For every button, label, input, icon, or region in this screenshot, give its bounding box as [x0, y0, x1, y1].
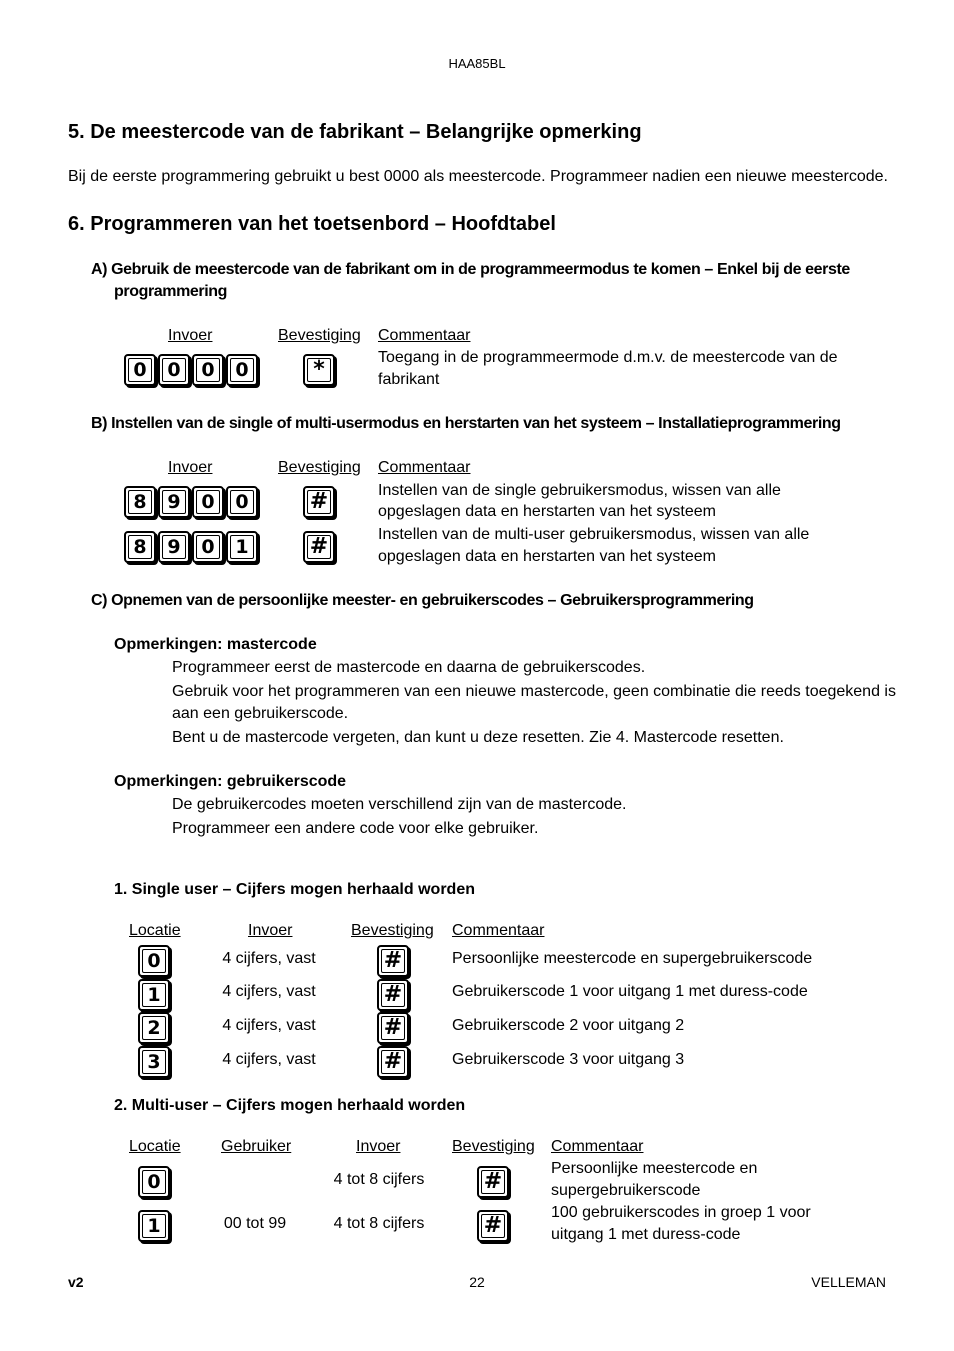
single-row-comment: Gebruikerscode 1 voor uitgang 1 met duress-code	[452, 983, 808, 1000]
multi-col-user: Gebruiker	[221, 1138, 292, 1155]
part-c-title: C) Opnemen van de persoonlijke meester- en gebruikerscodes – Gebruikersprogrammering	[91, 592, 754, 609]
keypad-key-icon: 0	[192, 354, 224, 386]
keypad-key-icon: 0	[226, 354, 258, 386]
section-6-title: 6. Programmeren van het toetsenbord – Hoofdtabel	[68, 213, 556, 235]
single-row-comment: Gebruikerscode 2 voor uitgang 2	[452, 1017, 685, 1034]
single-col-confirm: Bevestiging	[351, 922, 434, 939]
notes-master-line2a: Gebruik voor het programmeren van een nieuwe mastercode, geen combinatie die reeds toegekend is	[172, 683, 896, 700]
notes-user-line2: Programmeer een andere code voor elke gebruiker.	[172, 820, 539, 837]
keypad-key-icon: 8	[124, 486, 156, 518]
multi-row-input: 4 tot 8 cijfers	[333, 1215, 425, 1232]
keypad-key-icon: 3	[138, 1046, 170, 1078]
keypad-key-icon: 1	[138, 979, 170, 1011]
part-b-title: B) Instellen van de single of multi-usermodus en herstarten van het systeem – Installatieprogrammering	[91, 415, 841, 432]
part-a-title-line1: A) Gebruik de meestercode van de fabrikant om in de programmeermodus te komen – Enkel bij de eerste	[91, 261, 850, 278]
single-col-comment: Commentaar	[452, 922, 545, 939]
multi-user-title: 2. Multi-user – Cijfers mogen herhaald worden	[114, 1097, 466, 1114]
part-a-col-input: Invoer	[168, 327, 213, 344]
keypad-key-icon: 0	[226, 486, 258, 518]
multi-row-comment-line1: Persoonlijke meestercode en	[551, 1160, 758, 1177]
keypad-hash-key-icon: #	[377, 1012, 409, 1044]
keypad-key-icon: 8	[124, 531, 156, 563]
notes-master-title: Opmerkingen: mastercode	[114, 636, 317, 653]
keypad-hash-key-icon: #	[377, 1046, 409, 1078]
keypad-key-icon: 0	[158, 354, 190, 386]
part-b-row2-comment-line2: opgeslagen data en herstarten van het systeem	[378, 548, 716, 565]
section-5-title: 5. De meestercode van de fabrikant – Belangrijke opmerking	[68, 121, 642, 143]
multi-row-input: 4 tot 8 cijfers	[333, 1171, 425, 1188]
single-col-location: Locatie	[129, 922, 181, 939]
single-row-input: 4 cijfers, vast	[222, 1051, 316, 1068]
keypad-hash-key-icon: #	[477, 1166, 509, 1198]
multi-row-comment-line1: 100 gebruikerscodes in groep 1 voor	[551, 1204, 811, 1221]
keypad-key-icon: 0	[124, 354, 156, 386]
document-header-model: HAA85BL	[448, 56, 506, 71]
keypad-key-icon: 1	[138, 1210, 170, 1242]
single-col-input: Invoer	[248, 922, 293, 939]
footer-brand: VELLEMAN	[811, 1274, 886, 1290]
part-b-row1-comment-line1: Instellen van de single gebruikersmodus, wissen van alle	[378, 482, 781, 499]
keypad-key-icon: 0	[192, 531, 224, 563]
single-row-input: 4 cijfers, vast	[222, 1017, 316, 1034]
keypad-star-key-icon: *	[303, 354, 335, 386]
multi-row-comment-line2: supergebruikerscode	[551, 1182, 701, 1199]
multi-col-comment: Commentaar	[551, 1138, 644, 1155]
part-b-col-input: Invoer	[168, 459, 213, 476]
single-row-comment: Persoonlijke meestercode en supergebruikerscode	[452, 950, 813, 967]
footer-page-number: 22	[469, 1274, 485, 1290]
multi-row-comment-line2: uitgang 1 met duress-code	[551, 1226, 741, 1243]
part-b-row2-comment-line1: Instellen van de multi-user gebruikersmodus, wissen van alle	[378, 526, 810, 543]
notes-master-line3: Bent u de mastercode vergeten, dan kunt u deze resetten. Zie 4. Mastercode resetten.	[172, 729, 784, 746]
multi-col-input: Invoer	[356, 1138, 401, 1155]
keypad-key-icon: 1	[226, 531, 258, 563]
multi-col-location: Locatie	[129, 1138, 181, 1155]
keypad-hash-key-icon: #	[377, 979, 409, 1011]
part-a-comment-line2: fabrikant	[378, 371, 440, 388]
keypad-key-icon: 9	[158, 486, 190, 518]
part-a-col-confirm: Bevestiging	[278, 327, 361, 344]
keypad-key-icon: 0	[192, 486, 224, 518]
keypad-hash-key-icon: #	[303, 531, 335, 563]
multi-col-confirm: Bevestiging	[452, 1138, 535, 1155]
notes-master-line2b: aan een gebruikerscode.	[172, 705, 349, 722]
notes-user-title: Opmerkingen: gebruikerscode	[114, 773, 347, 790]
keypad-hash-key-icon: #	[377, 945, 409, 977]
keypad-key-icon: 9	[158, 531, 190, 563]
keypad-hash-key-icon: #	[477, 1210, 509, 1242]
single-row-input: 4 cijfers, vast	[222, 983, 316, 1000]
multi-row-user: 00 tot 99	[223, 1215, 287, 1232]
part-b-col-comment: Commentaar	[378, 459, 471, 476]
part-a-title-line2: programmering	[114, 283, 228, 300]
part-a-col-comment: Commentaar	[378, 327, 471, 344]
keypad-key-icon: 0	[138, 945, 170, 977]
footer-version: v2	[68, 1274, 84, 1290]
single-user-title: 1. Single user – Cijfers mogen herhaald worden	[114, 881, 475, 898]
part-b-col-confirm: Bevestiging	[278, 459, 361, 476]
part-a-comment-line1: Toegang in de programmeermode d.m.v. de meestercode van de	[378, 349, 838, 366]
part-b-row1-comment-line2: opgeslagen data en herstarten van het systeem	[378, 503, 716, 520]
single-row-input: 4 cijfers, vast	[222, 950, 316, 967]
keypad-hash-key-icon: #	[303, 486, 335, 518]
section-5-text: Bij de eerste programmering gebruikt u best 0000 als meestercode. Programmeer nadien een nieuwe meestercode.	[68, 168, 888, 185]
single-row-comment: Gebruikerscode 3 voor uitgang 3	[452, 1051, 685, 1068]
keypad-key-icon: 2	[138, 1012, 170, 1044]
keypad-key-icon: 0	[138, 1166, 170, 1198]
notes-master-line1: Programmeer eerst de mastercode en daarna de gebruikerscodes.	[172, 659, 646, 676]
notes-user-line1: De gebruikercodes moeten verschillend zijn van de mastercode.	[172, 796, 627, 813]
